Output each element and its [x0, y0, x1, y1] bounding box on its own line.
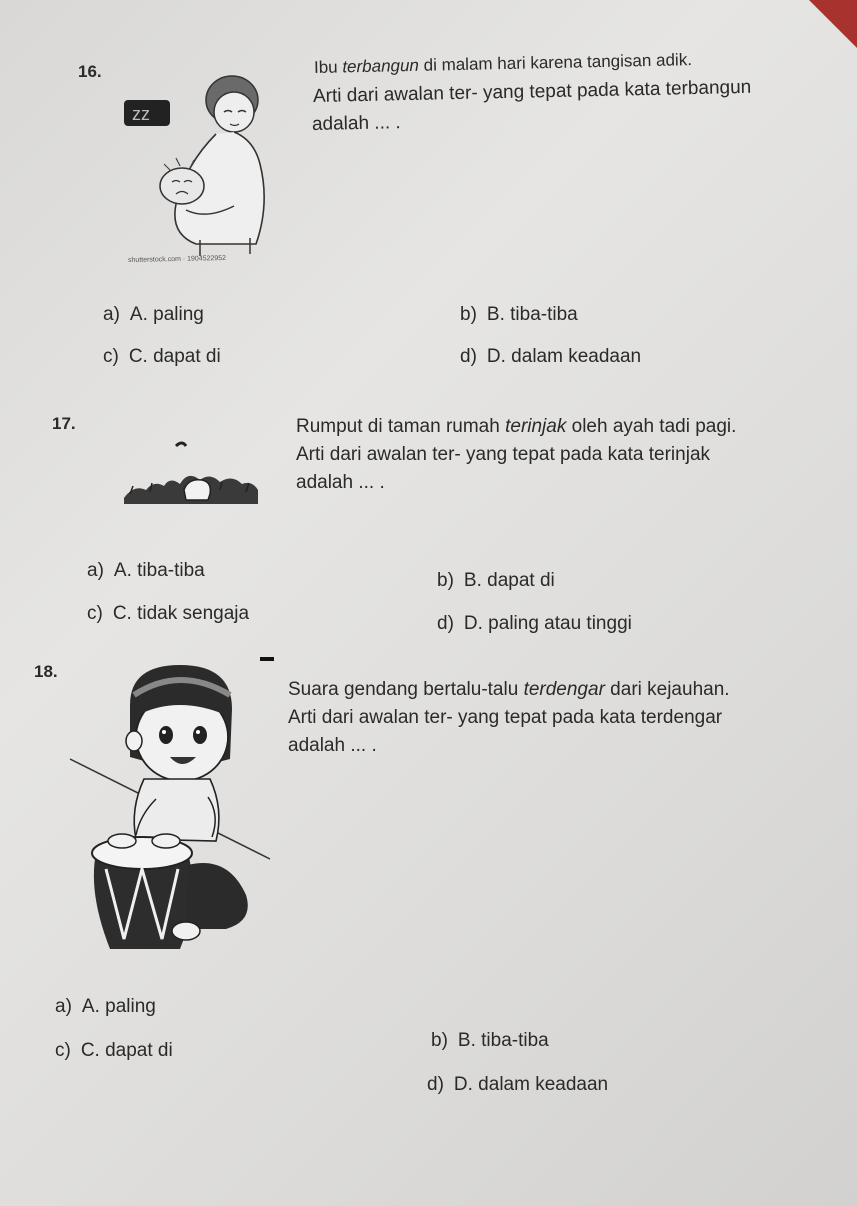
option-c[interactable]: c) C. dapat di: [55, 1040, 173, 1061]
question-text-line: adalah ... .: [296, 472, 385, 493]
option-d[interactable]: d) D. paling atau tinggi: [437, 613, 632, 634]
girl-drum-illustration: [60, 655, 290, 965]
option-a[interactable]: a) A. paling: [55, 996, 156, 1017]
svg-text:zz: zz: [132, 104, 150, 124]
option-b[interactable]: b) B. dapat di: [437, 570, 555, 591]
image-caption: shutterstock.com · 1904522952: [127, 254, 227, 264]
option-d[interactable]: d) D. dalam keadaan: [427, 1074, 609, 1095]
question-text-line: Suara gendang bertalu-talu terdengar dari kejauhan.: [288, 679, 730, 700]
question-text-line: Arti dari awalan ter- yang tepat pada kata terinjak: [296, 444, 711, 465]
question-text-line: adalah ... .: [288, 735, 377, 756]
option-c[interactable]: c) C. dapat di: [103, 346, 221, 367]
question-text-line: Arti dari awalan ter- yang tepat pada kata terdengar: [288, 707, 723, 728]
option-a[interactable]: a) A. paling: [103, 304, 204, 325]
option-d[interactable]: d) D. dalam keadaan: [460, 346, 642, 367]
question-text-line: Arti dari awalan ter- yang tepat pada kata terbangun: [312, 76, 752, 107]
question-text-line: Ibu terbangun di malam hari karena tangisan adik.: [313, 50, 693, 77]
option-c[interactable]: c) C. tidak sengaja: [87, 603, 250, 624]
question-text-line: Rumput di taman rumah terinjak oleh ayah tadi pagi.: [296, 416, 737, 437]
option-b[interactable]: b) B. tiba-tiba: [431, 1030, 549, 1051]
page-corner-shadow: [809, 0, 857, 48]
question-number: 18.: [34, 662, 58, 681]
option-b[interactable]: b) B. tiba-tiba: [460, 304, 578, 325]
question-text-line: adalah ... .: [311, 112, 401, 135]
question-number: 17.: [52, 414, 76, 433]
grass-footprint-illustration: [120, 432, 280, 522]
option-a[interactable]: a) A. tiba-tiba: [87, 560, 205, 581]
question-number: 16.: [78, 62, 102, 81]
mother-baby-illustration: [120, 70, 290, 270]
